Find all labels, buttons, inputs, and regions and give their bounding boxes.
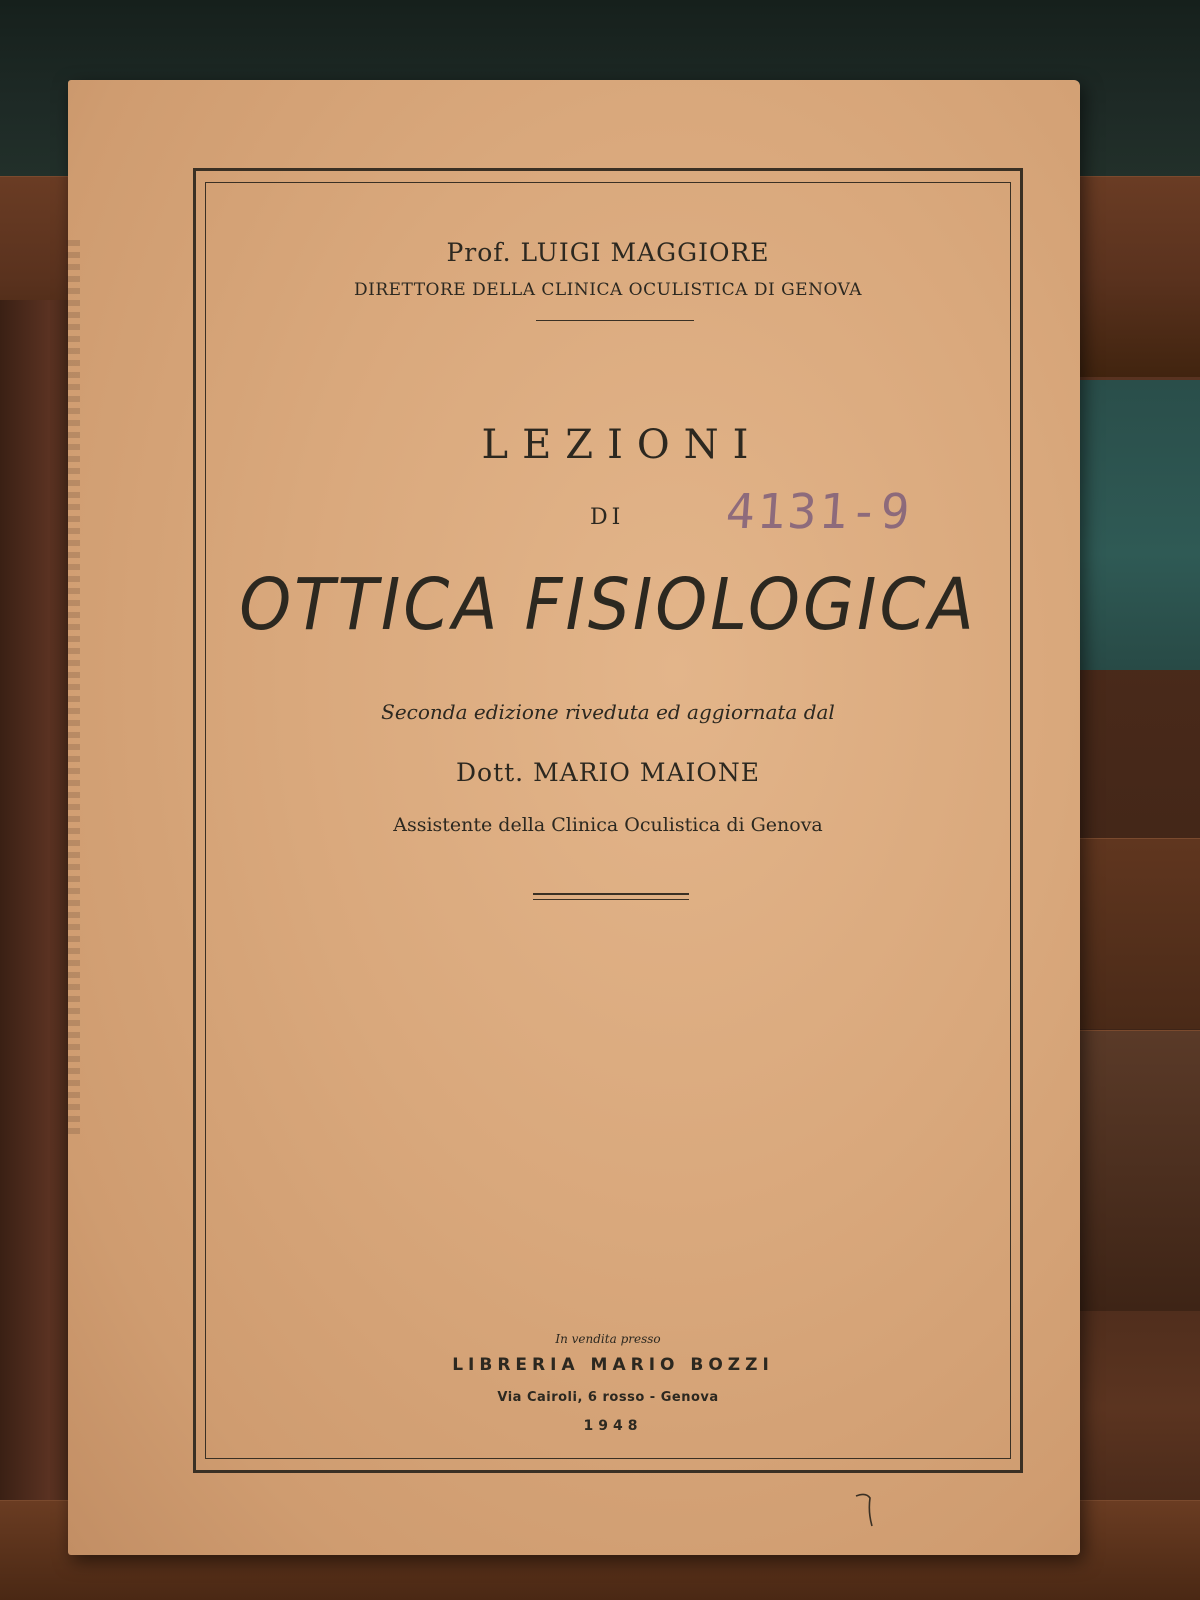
spine-edge [66,240,80,1140]
title-line-lezioni: LEZIONI [481,422,763,468]
editor-title: Assistente della Clinica Oculistica di Genova [393,814,823,836]
publisher-address: Via Cairoli, 6 rosso - Genova [497,1390,719,1405]
teal-panel [1070,380,1200,670]
main-title: OTTICA FISIOLOGICA [239,562,977,647]
title-line-di: DI [590,505,625,530]
publisher-name: LIBRERIA MARIO BOZZI [452,1355,774,1375]
edition-note: Seconda edizione riveduta ed aggiornata dal [381,700,835,724]
author-name: Prof. LUIGI MAGGIORE [446,238,770,267]
wooden-shelf [1070,838,1200,1029]
author-title: DIRETTORE DELLA CLINICA OCULISTICA DI GENOVA [353,280,862,300]
adjacent-book [0,300,70,1500]
publication-year: 1948 [583,1418,643,1434]
pencil-mark [852,1490,882,1530]
inventory-stamp: 4131-9 [724,484,914,540]
wooden-shelf [1070,1030,1200,1311]
divider-rule [536,320,694,321]
sale-note: In vendita presso [555,1332,661,1346]
editor-name: Dott. MARIO MAIONE [455,758,761,787]
double-divider-rule [533,893,689,900]
